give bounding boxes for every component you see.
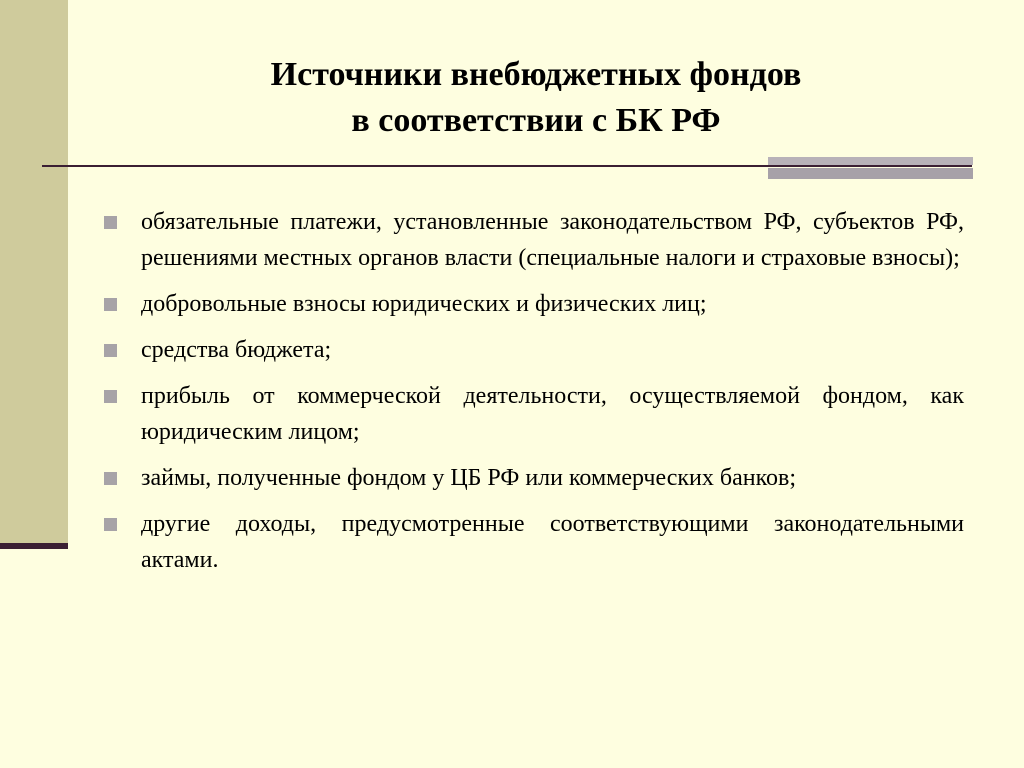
slide-title	[100, 52, 972, 144]
list-item	[104, 378, 964, 450]
list-item	[104, 286, 964, 322]
square-bullet-icon	[104, 518, 117, 531]
divider-accent	[768, 157, 973, 179]
title-line-1: Источники внебюджетных фондов	[270, 56, 802, 93]
square-bullet-icon	[104, 344, 117, 357]
list-item	[104, 460, 964, 496]
square-bullet-icon	[104, 298, 117, 311]
square-bullet-icon	[104, 472, 117, 485]
square-bullet-icon	[104, 390, 117, 403]
square-bullet-icon	[104, 216, 117, 229]
list-item	[104, 332, 964, 368]
bullet-list	[104, 204, 964, 588]
side-band-underline	[0, 543, 68, 549]
list-item	[104, 204, 964, 276]
list-item-text: средства бюджета;	[141, 337, 332, 363]
list-item-text: обязательные платежи, установленные законодательством РФ, субъектов РФ, решениями местных органов власти (специальные налоги и страховые взносы);	[141, 209, 964, 271]
list-item-text: добровольные взносы юридических и физических лиц;	[141, 291, 707, 317]
list-item-text: другие доходы, предусмотренные соответствующими законодательными актами.	[141, 511, 964, 573]
list-item	[104, 506, 964, 578]
side-band	[0, 0, 68, 548]
list-item-text: займы, полученные фондом у ЦБ РФ или коммерческих банков;	[141, 465, 797, 491]
list-item-text: прибыль от коммерческой деятельности, осуществляемой фондом, как юридическим лицом;	[141, 383, 964, 445]
title-line-2: в соответствии с БК РФ	[351, 102, 721, 139]
